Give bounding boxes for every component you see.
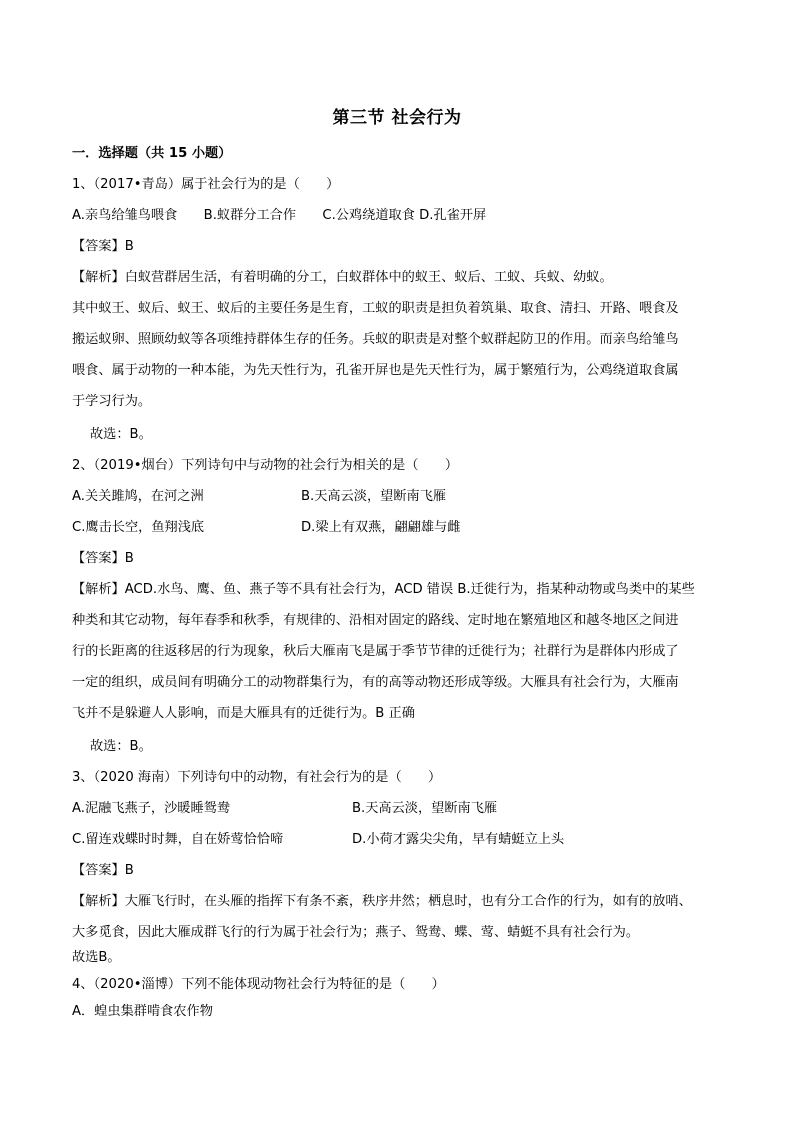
question-2-analysis-line: 种类和其它动物，每年春季和秋季，有规律的、沿相对固定的路线、定时地在繁殖地区和越冬地区之间进 bbox=[72, 613, 679, 628]
question-1-choose: 故选：B。 bbox=[90, 427, 152, 442]
question-2-option-a: A.关关雎鸠，在河之洲 bbox=[72, 489, 204, 504]
question-2-answer: 【答案】B bbox=[72, 551, 134, 566]
question-2-option-b: B.天高云淡，望断南飞雁 bbox=[301, 489, 447, 504]
question-3-option-d: D.小荷才露尖尖角，早有蜻蜓立上头 bbox=[352, 832, 565, 847]
question-4-stem: 4、（2020•淄博）下列不能体现动物社会行为特征的是（ ） bbox=[72, 977, 445, 992]
question-3-option-a: A.泥融飞燕子，沙暖睡鸳鸯 bbox=[72, 801, 231, 816]
question-2-analysis-line: 行的长距离的往返移居的行为现象，秋后大雁南飞是属于季节节律的迁徙行为；社群行为是群体内形成了 bbox=[72, 644, 679, 659]
question-3-analysis-line: 大多觅食，因此大雁成群飞行的行为属于社会行为；燕子、鸳鸯、蝶、莺、蜻蜓不具有社会行为。 bbox=[72, 925, 640, 940]
question-3-analysis-line: 【解析】大雁飞行时，在头雁的指挥下有条不紊，秩序井然；栖息时，也有分工合作的行为，如有的放哨、 bbox=[72, 894, 692, 909]
question-1-analysis-line: 其中蚁王、蚁后、蚁王、蚁后的主要任务是生育，工蚁的职责是担负着筑巢、取食、清扫、开路、喂食及 bbox=[72, 301, 679, 316]
question-2-analysis-line: 【解析】ACD.水鸟、鹰、鱼、燕子等不具有社会行为，ACD 错误 B.迁徙行为，指某种动物或鸟类中的某些 bbox=[72, 582, 695, 597]
question-1-options: A.亲鸟给雏鸟喂食 B.蚁群分工合作 C.公鸡绕道取食 D.孔雀开屏 bbox=[72, 208, 487, 223]
question-2-stem: 2、（2019•烟台）下列诗句中与动物的社会行为相关的是（ ） bbox=[72, 458, 459, 473]
question-2-analysis-line: 飞并不是躲避人人影响，而是大雁具有的迁徙行为。B 正确 bbox=[72, 706, 415, 721]
question-3-answer: 【答案】B bbox=[72, 863, 134, 878]
question-1-analysis-line: 于学习行为。 bbox=[72, 394, 152, 409]
question-2-option-c: C.鹰击长空，鱼翔浅底 bbox=[72, 520, 205, 535]
question-3-stem: 3、（2020 海南）下列诗句中的动物，有社会行为的是（ ） bbox=[72, 770, 442, 785]
question-2-analysis-line: 一定的组织，成员间有明确分工的动物群集行为，有的高等动物还形成等级。大雁具有社会行为，大雁南 bbox=[72, 675, 679, 690]
question-2-choose: 故选：B。 bbox=[90, 739, 152, 754]
question-3-choose: 故选B。 bbox=[72, 950, 121, 965]
page-title: 第三节 社会行为 bbox=[332, 108, 462, 128]
question-1-answer: 【答案】B bbox=[72, 239, 134, 254]
question-4-option-a: A．蝗虫集群啃食农作物 bbox=[72, 1004, 213, 1019]
section-heading: 一．选择题（共 15 小题） bbox=[72, 146, 232, 161]
question-3-option-c: C.留连戏蝶时时舞，自在娇莺恰恰啼 bbox=[72, 832, 284, 847]
question-1-analysis-line: 【解析】白蚁营群居生活，有着明确的分工，白蚁群体中的蚁王、蚁后、工蚁、兵蚁、幼蚁。 bbox=[72, 270, 613, 285]
question-1-analysis-line: 喂食、属于动物的一种本能，为先天性行为，孔雀开屏也是先天性行为，属于繁殖行为，公鸡绕道取食属 bbox=[72, 363, 679, 378]
question-1-analysis-line: 搬运蚁卵、照顾幼蚁等各项维持群体生存的任务。兵蚁的职责是对整个蚁群起防卫的作用。而亲鸟给雏鸟 bbox=[72, 332, 679, 347]
question-1-stem: 1、（2017•青岛）属于社会行为的是（ ） bbox=[72, 177, 340, 192]
question-2-option-d: D.梁上有双燕，翩翩雄与雌 bbox=[301, 520, 461, 535]
question-3-option-b: B.天高云淡，望断南飞雁 bbox=[352, 801, 498, 816]
